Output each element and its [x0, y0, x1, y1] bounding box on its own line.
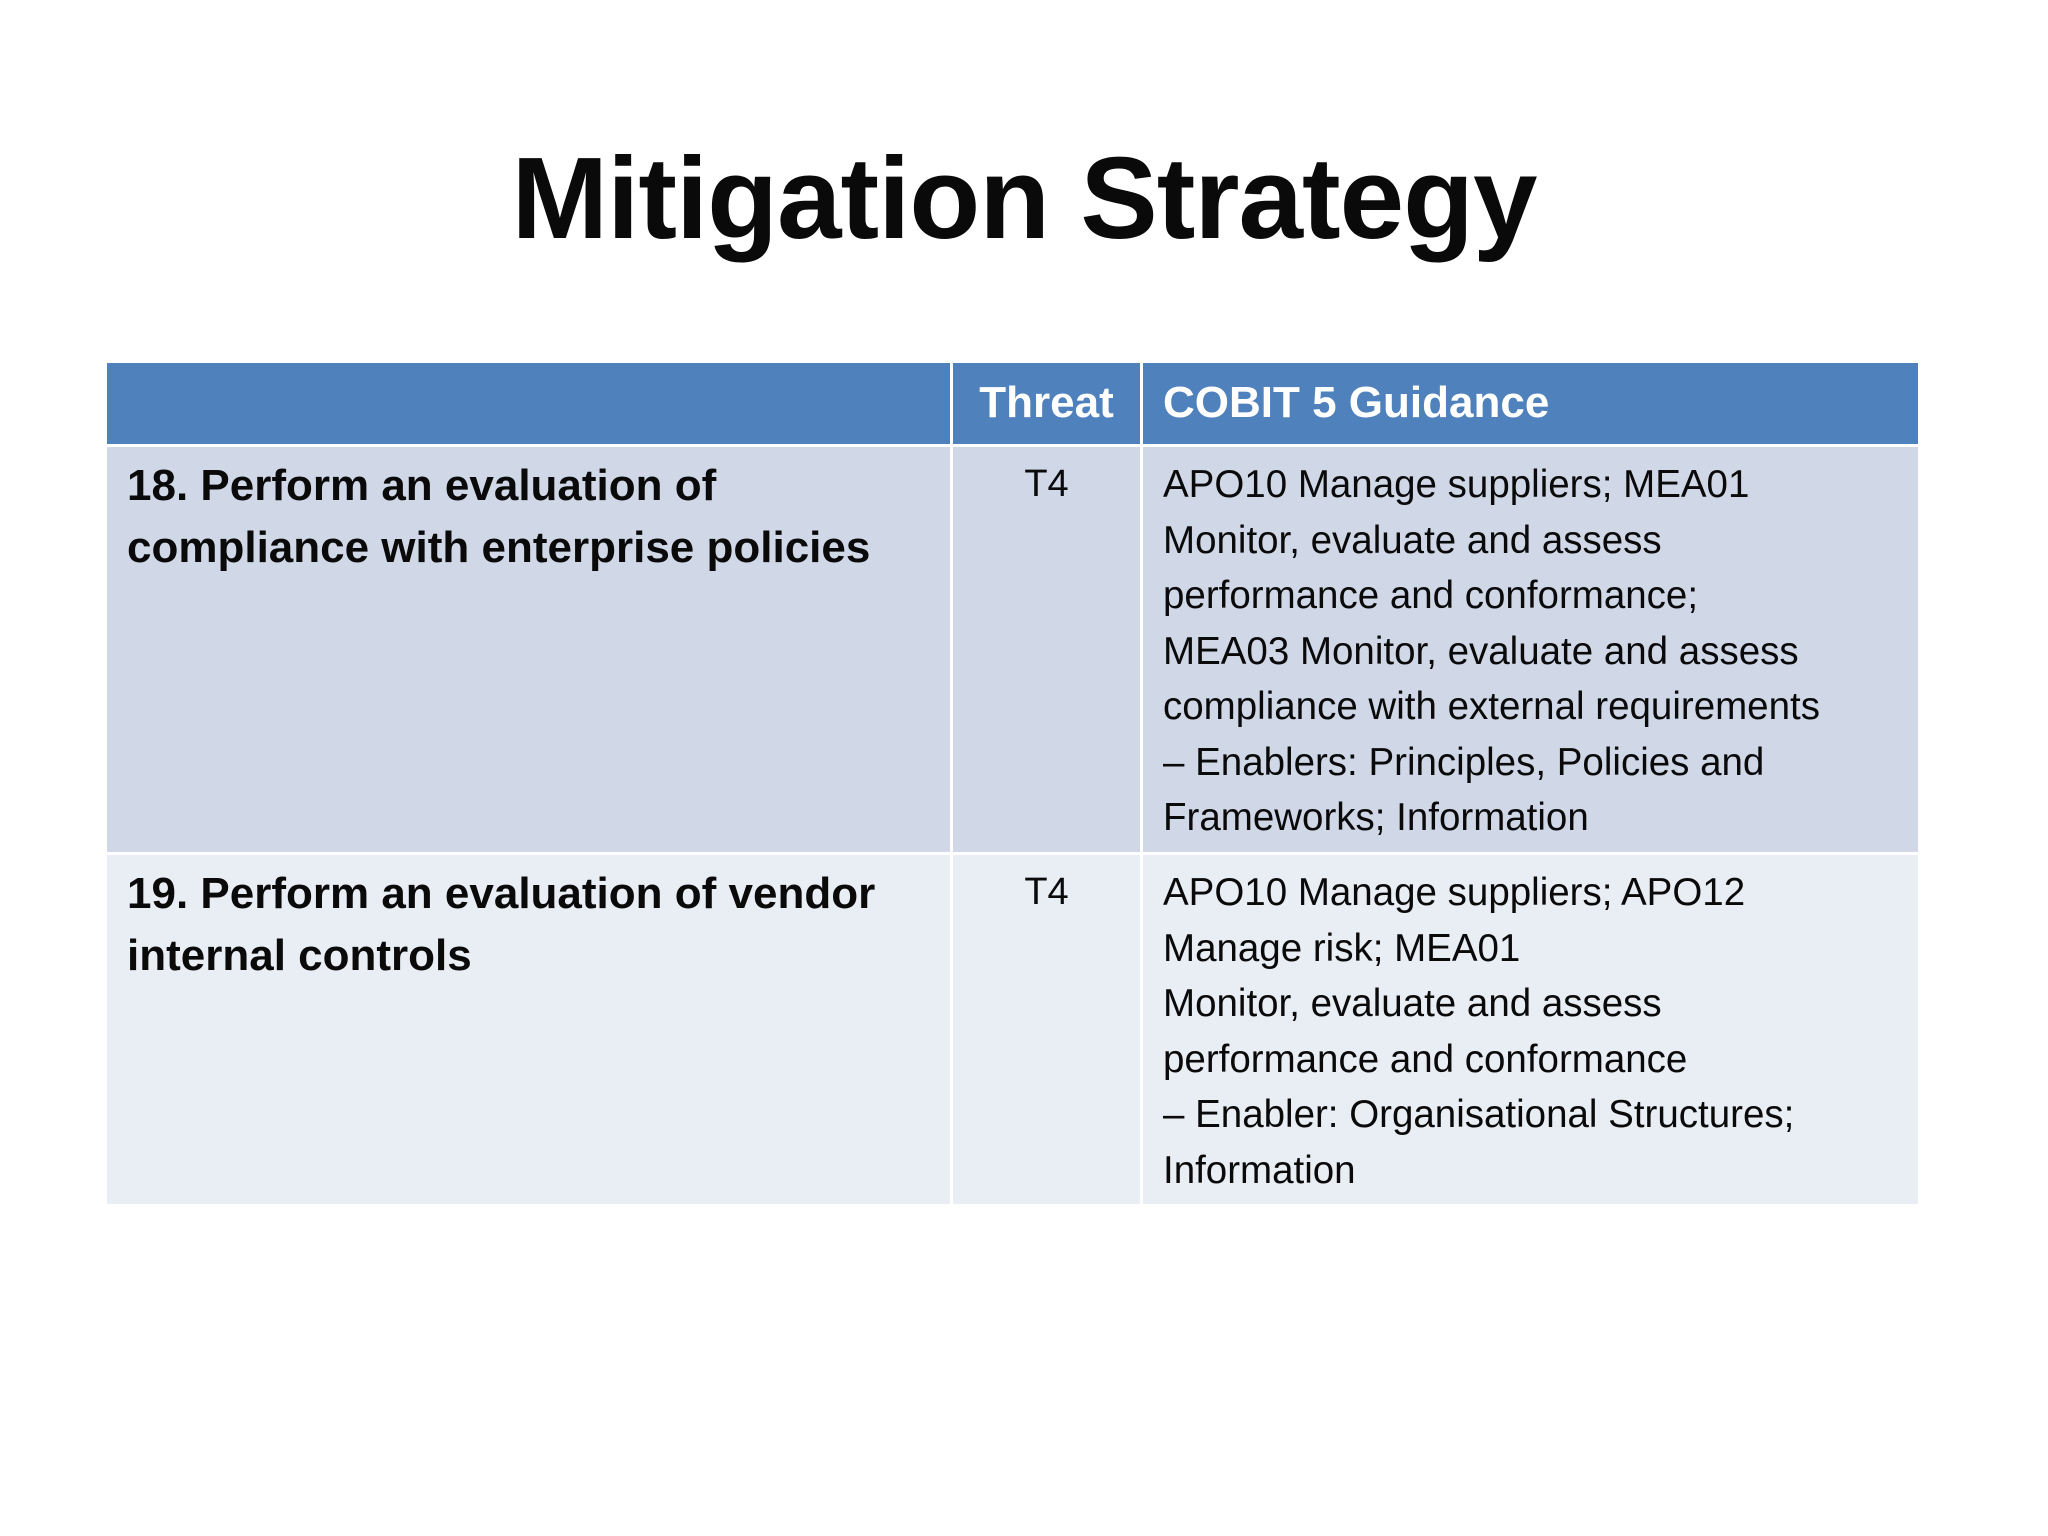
guidance-line: MEA03 Monitor, evaluate and assess	[1163, 629, 1799, 673]
guidance-line: APO10 Manage suppliers; APO12	[1163, 871, 1746, 914]
guidance-line: performance and conformance;	[1163, 574, 1699, 617]
guidance-line: Information	[1163, 1148, 1356, 1192]
threat-cell: T4	[952, 446, 1142, 854]
header-cobit-guidance: COBIT 5 Guidance	[1142, 362, 1920, 446]
table-header-row	[106, 362, 1920, 446]
header-threat: Threat	[952, 362, 1142, 446]
guidance-line: APO10 Manage suppliers; MEA01	[1163, 463, 1750, 506]
guidance-line: Manage risk; MEA01	[1163, 926, 1521, 970]
action-cell: 18. Perform an evaluation of compliance with enterprise policies	[106, 446, 952, 854]
mitigation-table	[104, 360, 1921, 1207]
guidance-line: Monitor, evaluate and assess	[1163, 518, 1662, 562]
guidance-line: performance and conformance	[1163, 1037, 1688, 1081]
guidance-line: – Enabler: Organisational Structures;	[1163, 1093, 1795, 1136]
guidance-line: Frameworks; Information	[1163, 796, 1589, 839]
guidance-line: Monitor, evaluate and assess	[1163, 982, 1662, 1025]
header-action	[106, 362, 952, 446]
threat-cell: T4	[952, 854, 1142, 1206]
slide-title: Mitigation Strategy	[511, 133, 1537, 263]
guidance-cell	[1142, 446, 1920, 854]
table-row	[106, 446, 1920, 854]
guidance-cell	[1142, 854, 1920, 1206]
table-row	[106, 854, 1920, 1206]
guidance-line: – Enablers: Principles, Policies and	[1163, 740, 1765, 784]
action-cell: 19. Perform an evaluation of vendor internal controls	[106, 854, 952, 1206]
guidance-line: compliance with external requirements	[1163, 685, 1820, 728]
